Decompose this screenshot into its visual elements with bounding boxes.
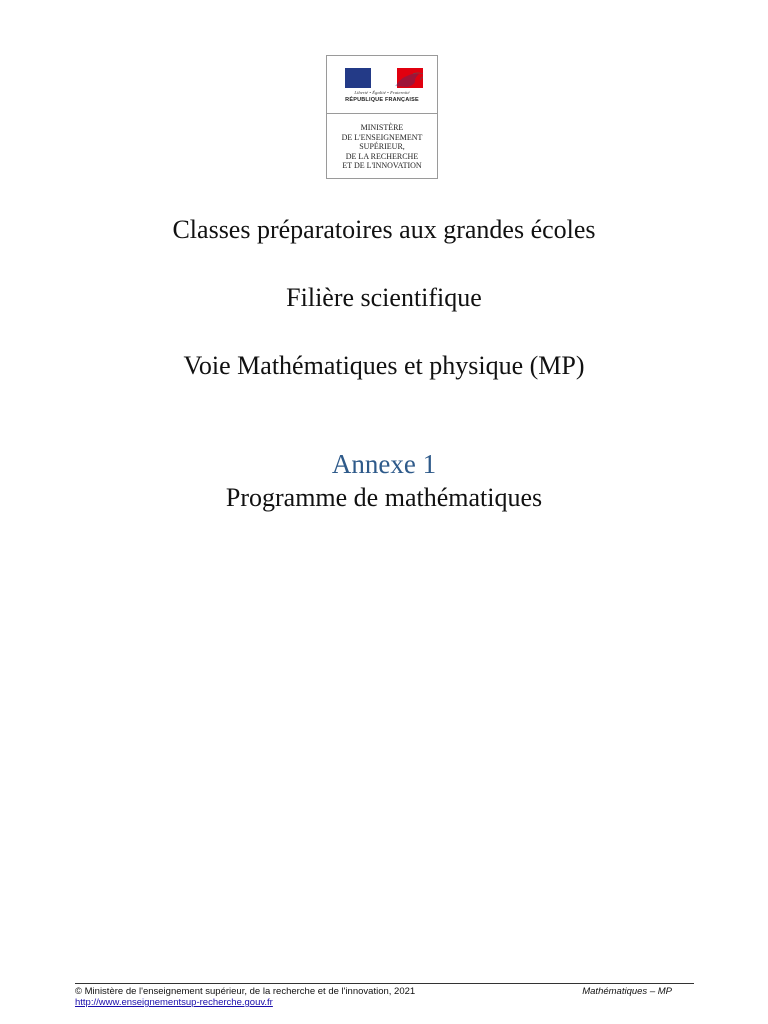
- annex-heading: Annexe 1: [331, 449, 437, 479]
- footer-subject: Mathématiques – MP: [582, 986, 672, 997]
- ministry-line: SUPÉRIEUR,: [359, 142, 405, 151]
- republic-motto: Liberté • Égalité • Fraternité: [354, 90, 410, 95]
- footer-copyright: © Ministère de l'enseignement supérieur, de la recherche et de l'innovation, 2021: [75, 986, 416, 997]
- title-filiere: Filière scientifique: [286, 283, 482, 312]
- ministry-line: ET DE L'INNOVATION: [342, 161, 422, 170]
- footer-divider: [75, 983, 694, 984]
- ministry-logo: [326, 55, 438, 179]
- title-voie: Voie Mathématiques et physique (MP): [183, 351, 585, 380]
- marianne-icon: [393, 70, 423, 88]
- title-cpge: Classes préparatoires aux grandes écoles: [172, 215, 596, 244]
- ministry-line: DE L'ENSEIGNEMENT: [341, 132, 423, 142]
- french-flag-icon: [345, 68, 423, 88]
- logo-divider: [327, 113, 437, 114]
- ministry-name: [327, 123, 437, 171]
- annex-subtitle: Programme de mathématiques: [225, 483, 543, 512]
- republic-label: RÉPUBLIQUE FRANÇAISE: [345, 97, 419, 103]
- ministry-line: MINISTÈRE: [360, 123, 404, 132]
- footer-link[interactable]: http://www.enseignementsup-recherche.gouv.fr: [75, 997, 273, 1008]
- ministry-line: DE LA RECHERCHE: [345, 151, 419, 161]
